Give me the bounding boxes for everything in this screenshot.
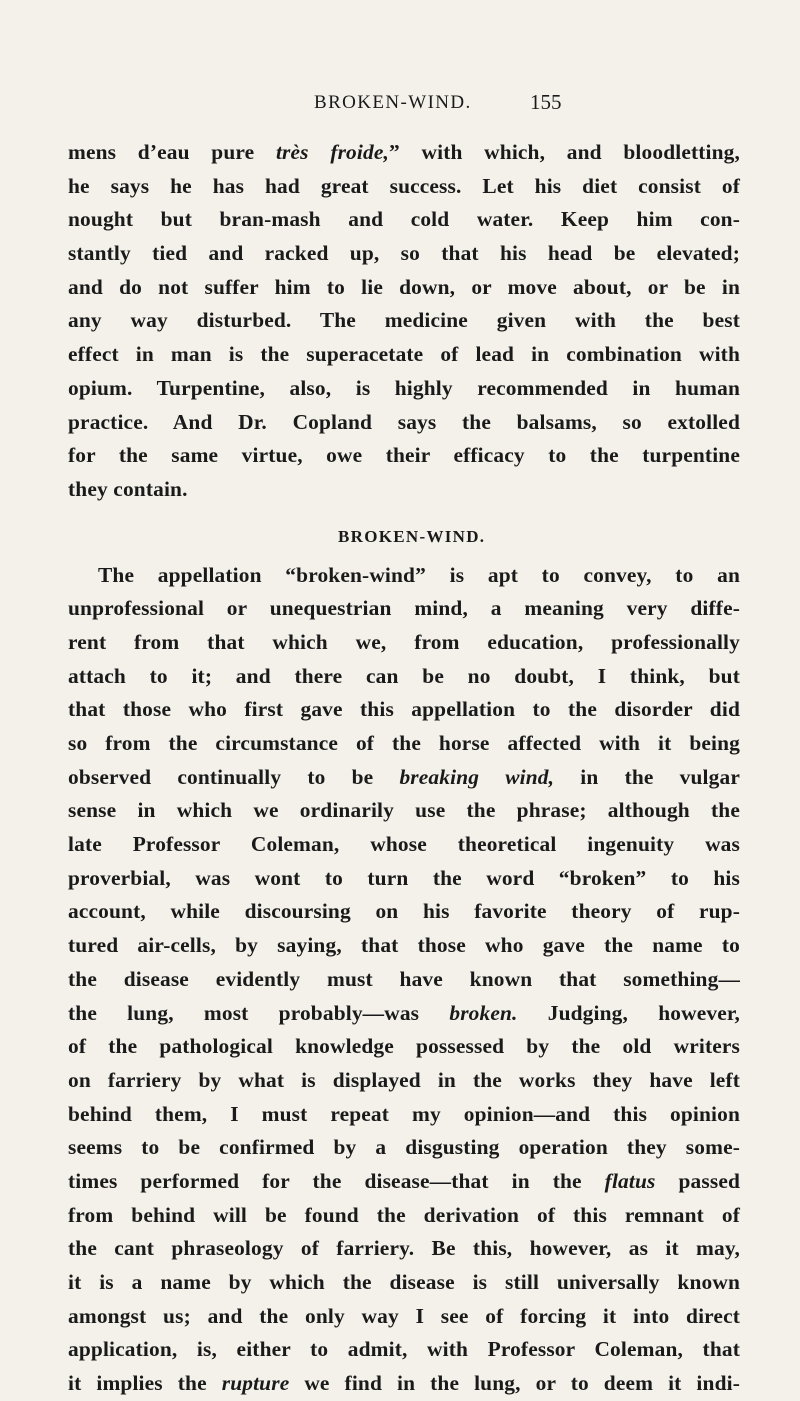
text-line — [68, 1064, 740, 1098]
text-run: proverbial, was wont to turn the word “broken” to his — [68, 865, 740, 890]
italic-run: breaking wind, — [399, 764, 555, 789]
text-line — [68, 1333, 740, 1367]
text-run: so from the circumstance of the horse affected with it being — [68, 731, 740, 755]
text-line — [68, 1199, 740, 1233]
text-line — [68, 136, 740, 170]
text-run: the disease evidently must have known that something— — [68, 966, 740, 991]
text-run: it is a name by which the disease is still universally known — [68, 1270, 740, 1294]
text-line — [68, 862, 740, 896]
text-line — [68, 997, 740, 1031]
text-run: tured air-cells, by saying, that those who gave the name to — [68, 933, 740, 958]
italic-run: rupture — [221, 1371, 290, 1396]
text-run: practice. And Dr. Copland says the balsams, so extolled — [68, 409, 740, 434]
text-line — [68, 559, 740, 593]
text-run: observed continually to be — [68, 764, 400, 789]
text-line — [68, 1232, 740, 1266]
text-line — [68, 473, 740, 507]
page-number: 155 — [530, 90, 562, 114]
text-line — [68, 1098, 740, 1132]
text-line — [68, 439, 740, 473]
text-line — [68, 237, 740, 271]
text-line — [68, 895, 740, 929]
text-run: they contain. — [68, 476, 188, 501]
text-line — [68, 626, 740, 660]
text-run: account, while discoursing on his favorite theory of rup- — [68, 899, 740, 924]
text-run: ” with which, and bloodletting, — [389, 140, 741, 164]
section-heading: BROKEN-WIND. — [338, 526, 486, 546]
text-line — [68, 372, 740, 406]
text-run: The appellation “broken-wind” is apt to convey, to an — [98, 562, 740, 587]
running-title: BROKEN-WIND. — [314, 92, 472, 113]
text-run: seems to be confirmed by a disgusting operation they some- — [68, 1135, 740, 1160]
text-run: from behind will be found the derivation of this remnant of — [68, 1202, 740, 1227]
text-run: amongst us; and the only way I see of forcing it into direct — [68, 1303, 740, 1328]
text-line — [68, 963, 740, 997]
text-line — [68, 693, 740, 727]
text-run: late Professor Coleman, whose theoretical ingenuity was — [68, 832, 740, 857]
text-run: that those who first gave this appellation to the disorder did — [68, 697, 740, 722]
text-run: stantly tied and racked up, so that his head be elevated; — [68, 241, 740, 266]
text-run: times performed for the disease—that in the — [68, 1168, 605, 1193]
text-run: sense in which we ordinarily use the phrase; although the — [68, 798, 740, 823]
text-run: application, is, either to admit, with Professor Coleman, that — [68, 1337, 740, 1362]
text-run: on farriery by what is displayed in the works they have left — [68, 1067, 740, 1092]
text-line — [68, 203, 740, 237]
text-run: Judging, however, — [517, 1000, 741, 1025]
text-line — [68, 1300, 740, 1334]
text-line — [68, 1165, 740, 1199]
text-run: in the vulgar — [554, 764, 740, 789]
text-run: mens d’eau pure — [68, 140, 276, 164]
text-line — [68, 592, 740, 626]
text-line — [68, 828, 740, 862]
text-line — [68, 304, 740, 338]
text-run: of the pathological knowledge possessed by the old writers — [68, 1034, 740, 1059]
paragraph-2 — [68, 559, 740, 1401]
text-line — [68, 406, 740, 440]
text-run: rent from that which we, from education, professionally — [68, 629, 740, 654]
text-run: attach to it; and there can be no doubt, I think, but — [68, 663, 740, 688]
text-line — [68, 1131, 740, 1165]
italic-run: très froide, — [275, 140, 389, 164]
text-line — [68, 170, 740, 204]
text-run: the lung, most probably—was — [68, 1000, 450, 1025]
body-text — [68, 136, 740, 1401]
text-line — [68, 660, 740, 694]
text-line — [68, 794, 740, 828]
text-run: and do not suffer him to lie down, or move about, or be in — [68, 274, 740, 299]
paragraph-1 — [68, 136, 740, 507]
text-line — [68, 727, 740, 761]
text-run: nought but bran-mash and cold water. Keep him con- — [68, 207, 740, 232]
text-run: passed — [655, 1168, 741, 1193]
text-run: unprofessional or unequestrian mind, a meaning very diffe- — [68, 596, 740, 621]
italic-run: flatus — [604, 1168, 656, 1193]
text-line — [68, 338, 740, 372]
italic-run: broken. — [449, 1000, 518, 1025]
text-run: any way disturbed. The medicine given with the best — [68, 308, 740, 333]
text-run: opium. Turpentine, also, is highly recommended in human — [68, 375, 740, 400]
text-line — [68, 929, 740, 963]
text-run: we find in the lung, or to deem it indi- — [289, 1371, 740, 1396]
text-line — [68, 1030, 740, 1064]
text-run: effect in man is the superacetate of lead in combination with — [68, 342, 740, 367]
text-run: he says he has had great success. Let his diet consist of — [68, 173, 740, 198]
text-line — [68, 1266, 740, 1300]
text-line — [68, 271, 740, 305]
text-run: for the same virtue, owe their efficacy to the turpentine — [68, 443, 740, 468]
running-head — [0, 92, 800, 122]
text-run: behind them, I must repeat my opinion—and this opinion — [68, 1101, 740, 1126]
text-line — [68, 1367, 740, 1401]
text-line — [68, 761, 740, 795]
text-run: it implies the — [68, 1371, 222, 1396]
text-run: the cant phraseology of farriery. Be this, however, as it may, — [68, 1236, 740, 1261]
